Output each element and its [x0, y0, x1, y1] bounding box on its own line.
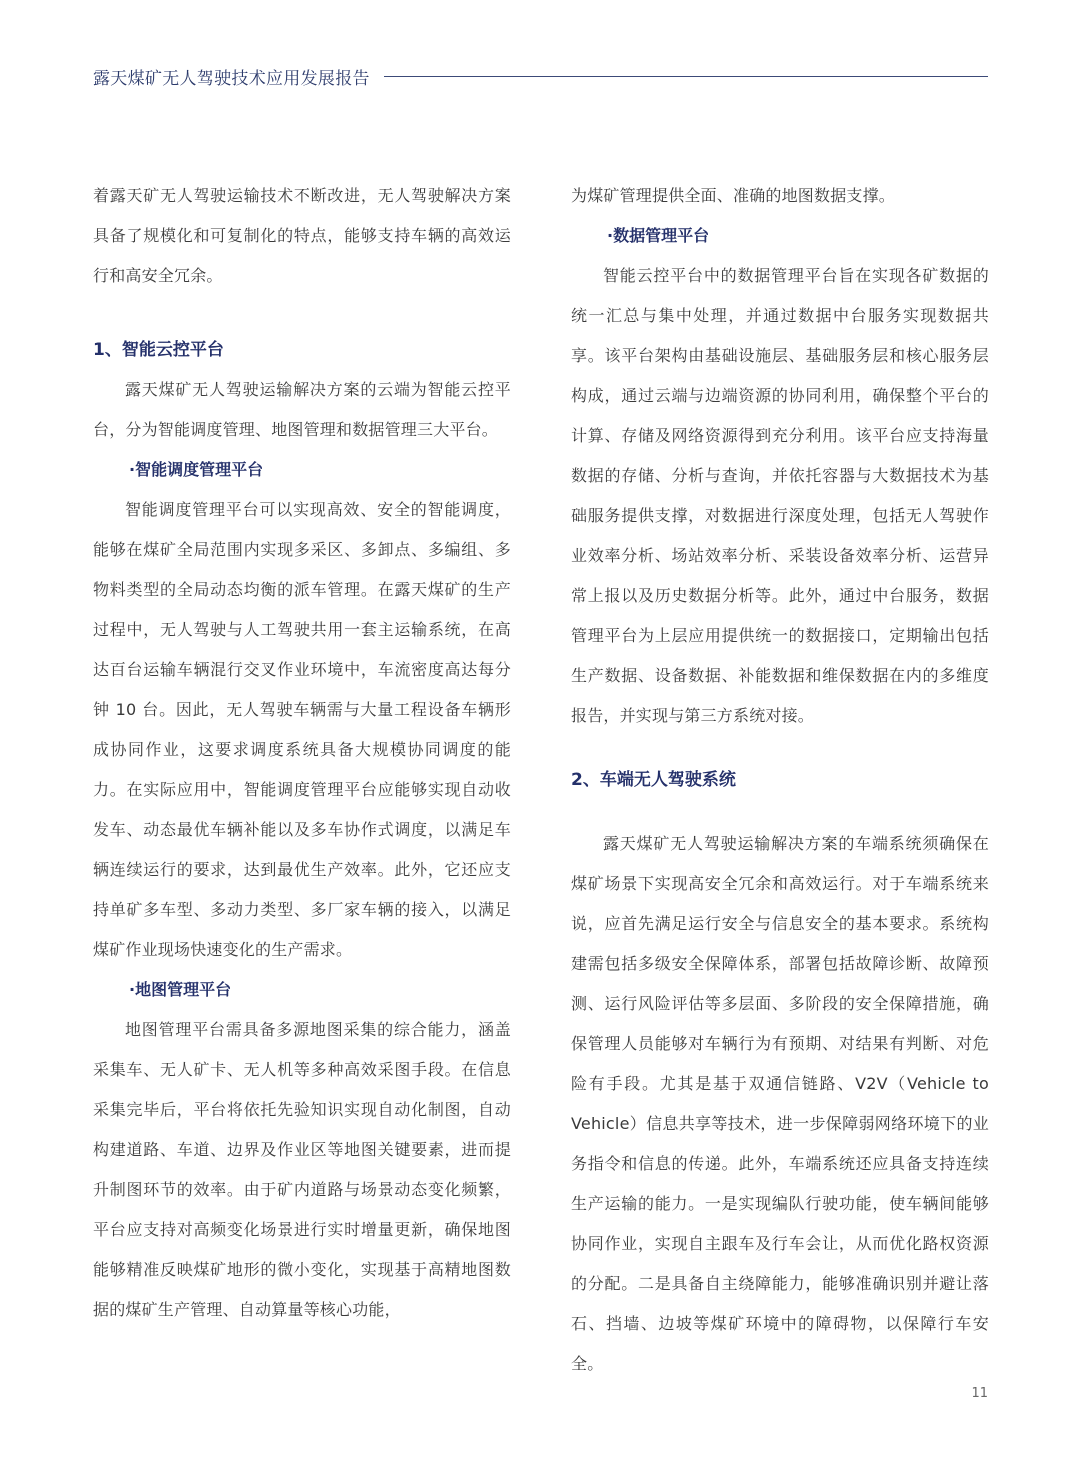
report-title: 露天煤矿无人驾驶技术应用发展报告	[93, 68, 370, 89]
section-heading-vehicle-system: 2、车端无人驾驶系统	[571, 770, 736, 790]
section-heading-cloud-control: 1、智能云控平台	[93, 340, 224, 360]
spacer	[571, 800, 989, 824]
sub-heading-map: ·地图管理平台	[129, 980, 232, 999]
right-column	[571, 176, 989, 1384]
paragraph-data: 智能云控平台中的数据管理平台旨在实现各矿数据的统一汇总与集中处理，并通过数据中台服务实现数据共享。该平台架构由基础设施层、基础服务层和核心服务层构成，通过云端与边端资源的协同利用，确保整个平台的计算、存储及网络资源得到充分利用。该平台应支持海量数据的存储、分析与查询，并依托容器与大数据技术为基础服务提供支撑，对数据进行深度处理，包括无人驾驶作业效率分析、场站效率分析、采装设备效率分析、运营异常上报以及历史数据分析等。此外，通过中台服务，数据管理平台为上层应用提供统一的数据接口，定期输出包括生产数据、设备数据、补能数据和维保数据在内的多维度报告，并实现与第三方系统对接。	[571, 266, 989, 725]
spacer	[93, 296, 511, 330]
sub-heading-dispatch: ·智能调度管理平台	[129, 460, 264, 479]
running-header	[93, 62, 988, 90]
header-rule	[384, 76, 988, 77]
left-column	[93, 176, 511, 1330]
sub-heading-data: ·数据管理平台	[607, 226, 710, 245]
paragraph-vehicle-system: 露天煤矿无人驾驶运输解决方案的车端系统须确保在煤矿场景下实现高安全冗余和高效运行。对于车端系统来说，应首先满足运行安全与信息安全的基本要求。系统构建需包括多级安全保障体系，部署包括故障诊断、故障预测、运行风险评估等多层面、多阶段的安全保障措施，确保管理人员能够对车辆行为有预期、对结果有判断、对危险有手段。尤其是基于双通信链路、V2V（Vehicle to Vehicle）信息共享等技术，进一步保障弱网络环境下的业务指令和信息的传递。此外，车端系统还应具备支持连续生产运输的能力。一是实现编队行驶功能，使车辆间能够协同作业，实现自主跟车及行车会让，从而优化路权资源的分配。二是具备自主绕障能力，能够准确识别并避让落石、挡墙、边坡等煤矿环境中的障碍物，以保障行车安全。	[571, 834, 989, 1373]
spacer	[571, 736, 989, 760]
paragraph-dispatch: 智能调度管理平台可以实现高效、安全的智能调度，能够在煤矿全局范围内实现多采区、多卸点、多编组、多物料类型的全局动态均衡的派车管理。在露天煤矿的生产过程中，无人驾驶与人工驾驶共用一套主运输系统，在高达百台运输车辆混行交叉作业环境中，车流密度高达每分钟 10 台。因此，无人驾驶车辆需与大量工程设备车辆形成协同作业，这要求调度系统具备大规模协同调度的能力。在实际应用中，智能调度管理平台应能够实现自动收发车、动态最优车辆补能以及多车协作式调度，以满足车辆连续运行的要求，达到最优生产效率。此外，它还应支持单矿多车型、多动力类型、多厂家车辆的接入，以满足煤矿作业现场快速变化的生产需求。	[93, 500, 511, 959]
continued-paragraph: 为煤矿管理提供全面、准确的地图数据支撑。	[571, 186, 896, 205]
section-paragraph-cloud-control: 露天煤矿无人驾驶运输解决方案的云端为智能云控平台，分为智能调度管理、地图管理和数据管理三大平台。	[93, 380, 511, 439]
intro-paragraph: 着露天矿无人驾驶运输技术不断改进，无人驾驶解决方案具备了规模化和可复制化的特点，能够支持车辆的高效运行和高安全冗余。	[93, 186, 511, 285]
page-number: 11	[971, 1386, 988, 1401]
paragraph-map: 地图管理平台需具备多源地图采集的综合能力，涵盖采集车、无人矿卡、无人机等多种高效采图手段。在信息采集完毕后，平台将依托先验知识实现自动化制图，自动构建道路、车道、边界及作业区等地图关键要素，进而提升制图环节的效率。由于矿内道路与场景动态变化频繁，平台应支持对高频变化场景进行实时增量更新，确保地图能够精准反映煤矿地形的微小变化，实现基于高精地图数据的煤矿生产管理、自动算量等核心功能，	[93, 1020, 511, 1319]
